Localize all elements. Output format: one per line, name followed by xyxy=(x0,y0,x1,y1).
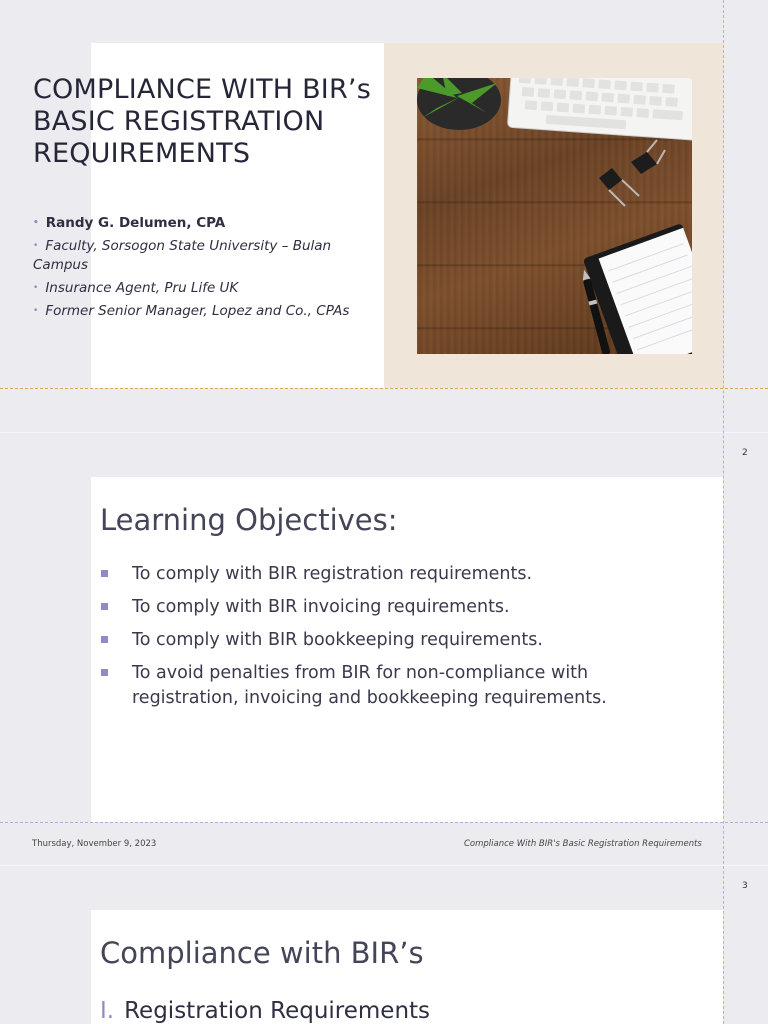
slide1-title: COMPLIANCE WITH BIR’s BASIC REGISTRATION REQUIREMENTS xyxy=(33,74,371,169)
slide3-page-number: 3 xyxy=(742,881,748,891)
slide1-bottom-guide xyxy=(0,388,768,389)
desk-photo-art xyxy=(417,78,692,354)
slide3-title: Compliance with BIR’s xyxy=(100,936,424,970)
square-bullet-icon xyxy=(101,636,108,643)
slide-separator xyxy=(0,432,768,433)
desk-photo xyxy=(417,78,692,354)
slide2-footer-date: Thursday, November 9, 2023 xyxy=(32,839,157,849)
bullet-icon: • xyxy=(33,306,39,316)
slide2-page-number: 2 xyxy=(742,448,748,458)
objective-item: To comply with BIR invoicing requirements. xyxy=(100,595,660,620)
slide3-list-item xyxy=(100,998,430,1024)
objectives-list xyxy=(100,562,660,719)
presenter-former-role: • Former Senior Manager, Lopez and Co., CPAs xyxy=(33,303,350,319)
objective-item: To comply with BIR registration requirements. xyxy=(100,562,660,587)
square-bullet-icon xyxy=(101,570,108,577)
presenter-info-list xyxy=(33,214,363,325)
item-number: I. xyxy=(100,998,115,1024)
item-text: Registration Requirements xyxy=(124,998,431,1024)
square-bullet-icon xyxy=(101,603,108,610)
bullet-icon: • xyxy=(33,218,39,228)
vertical-guide-line xyxy=(723,0,724,1024)
slide2-title: Learning Objectives: xyxy=(100,503,398,537)
objective-item: To comply with BIR bookkeeping requirements. xyxy=(100,628,660,653)
slide2-bottom-guide xyxy=(0,822,768,823)
bullet-icon: • xyxy=(33,283,39,293)
slide2-footer-title: Compliance With BIR's Basic Registration Requirements xyxy=(464,839,702,849)
objective-item: To avoid penalties from BIR for non-compliance with registration, invoicing and bookkeeping requirements. xyxy=(100,661,660,711)
presenter-insurance: • Insurance Agent, Pru Life UK xyxy=(33,280,239,296)
square-bullet-icon xyxy=(101,669,108,676)
slide-separator xyxy=(0,865,768,866)
bullet-icon: • xyxy=(33,241,39,251)
presenter-faculty: • Faculty, Sorsogon State University – Bulan Campus xyxy=(33,238,332,273)
presenter-name: • Randy G. Delumen, CPA xyxy=(33,215,226,231)
